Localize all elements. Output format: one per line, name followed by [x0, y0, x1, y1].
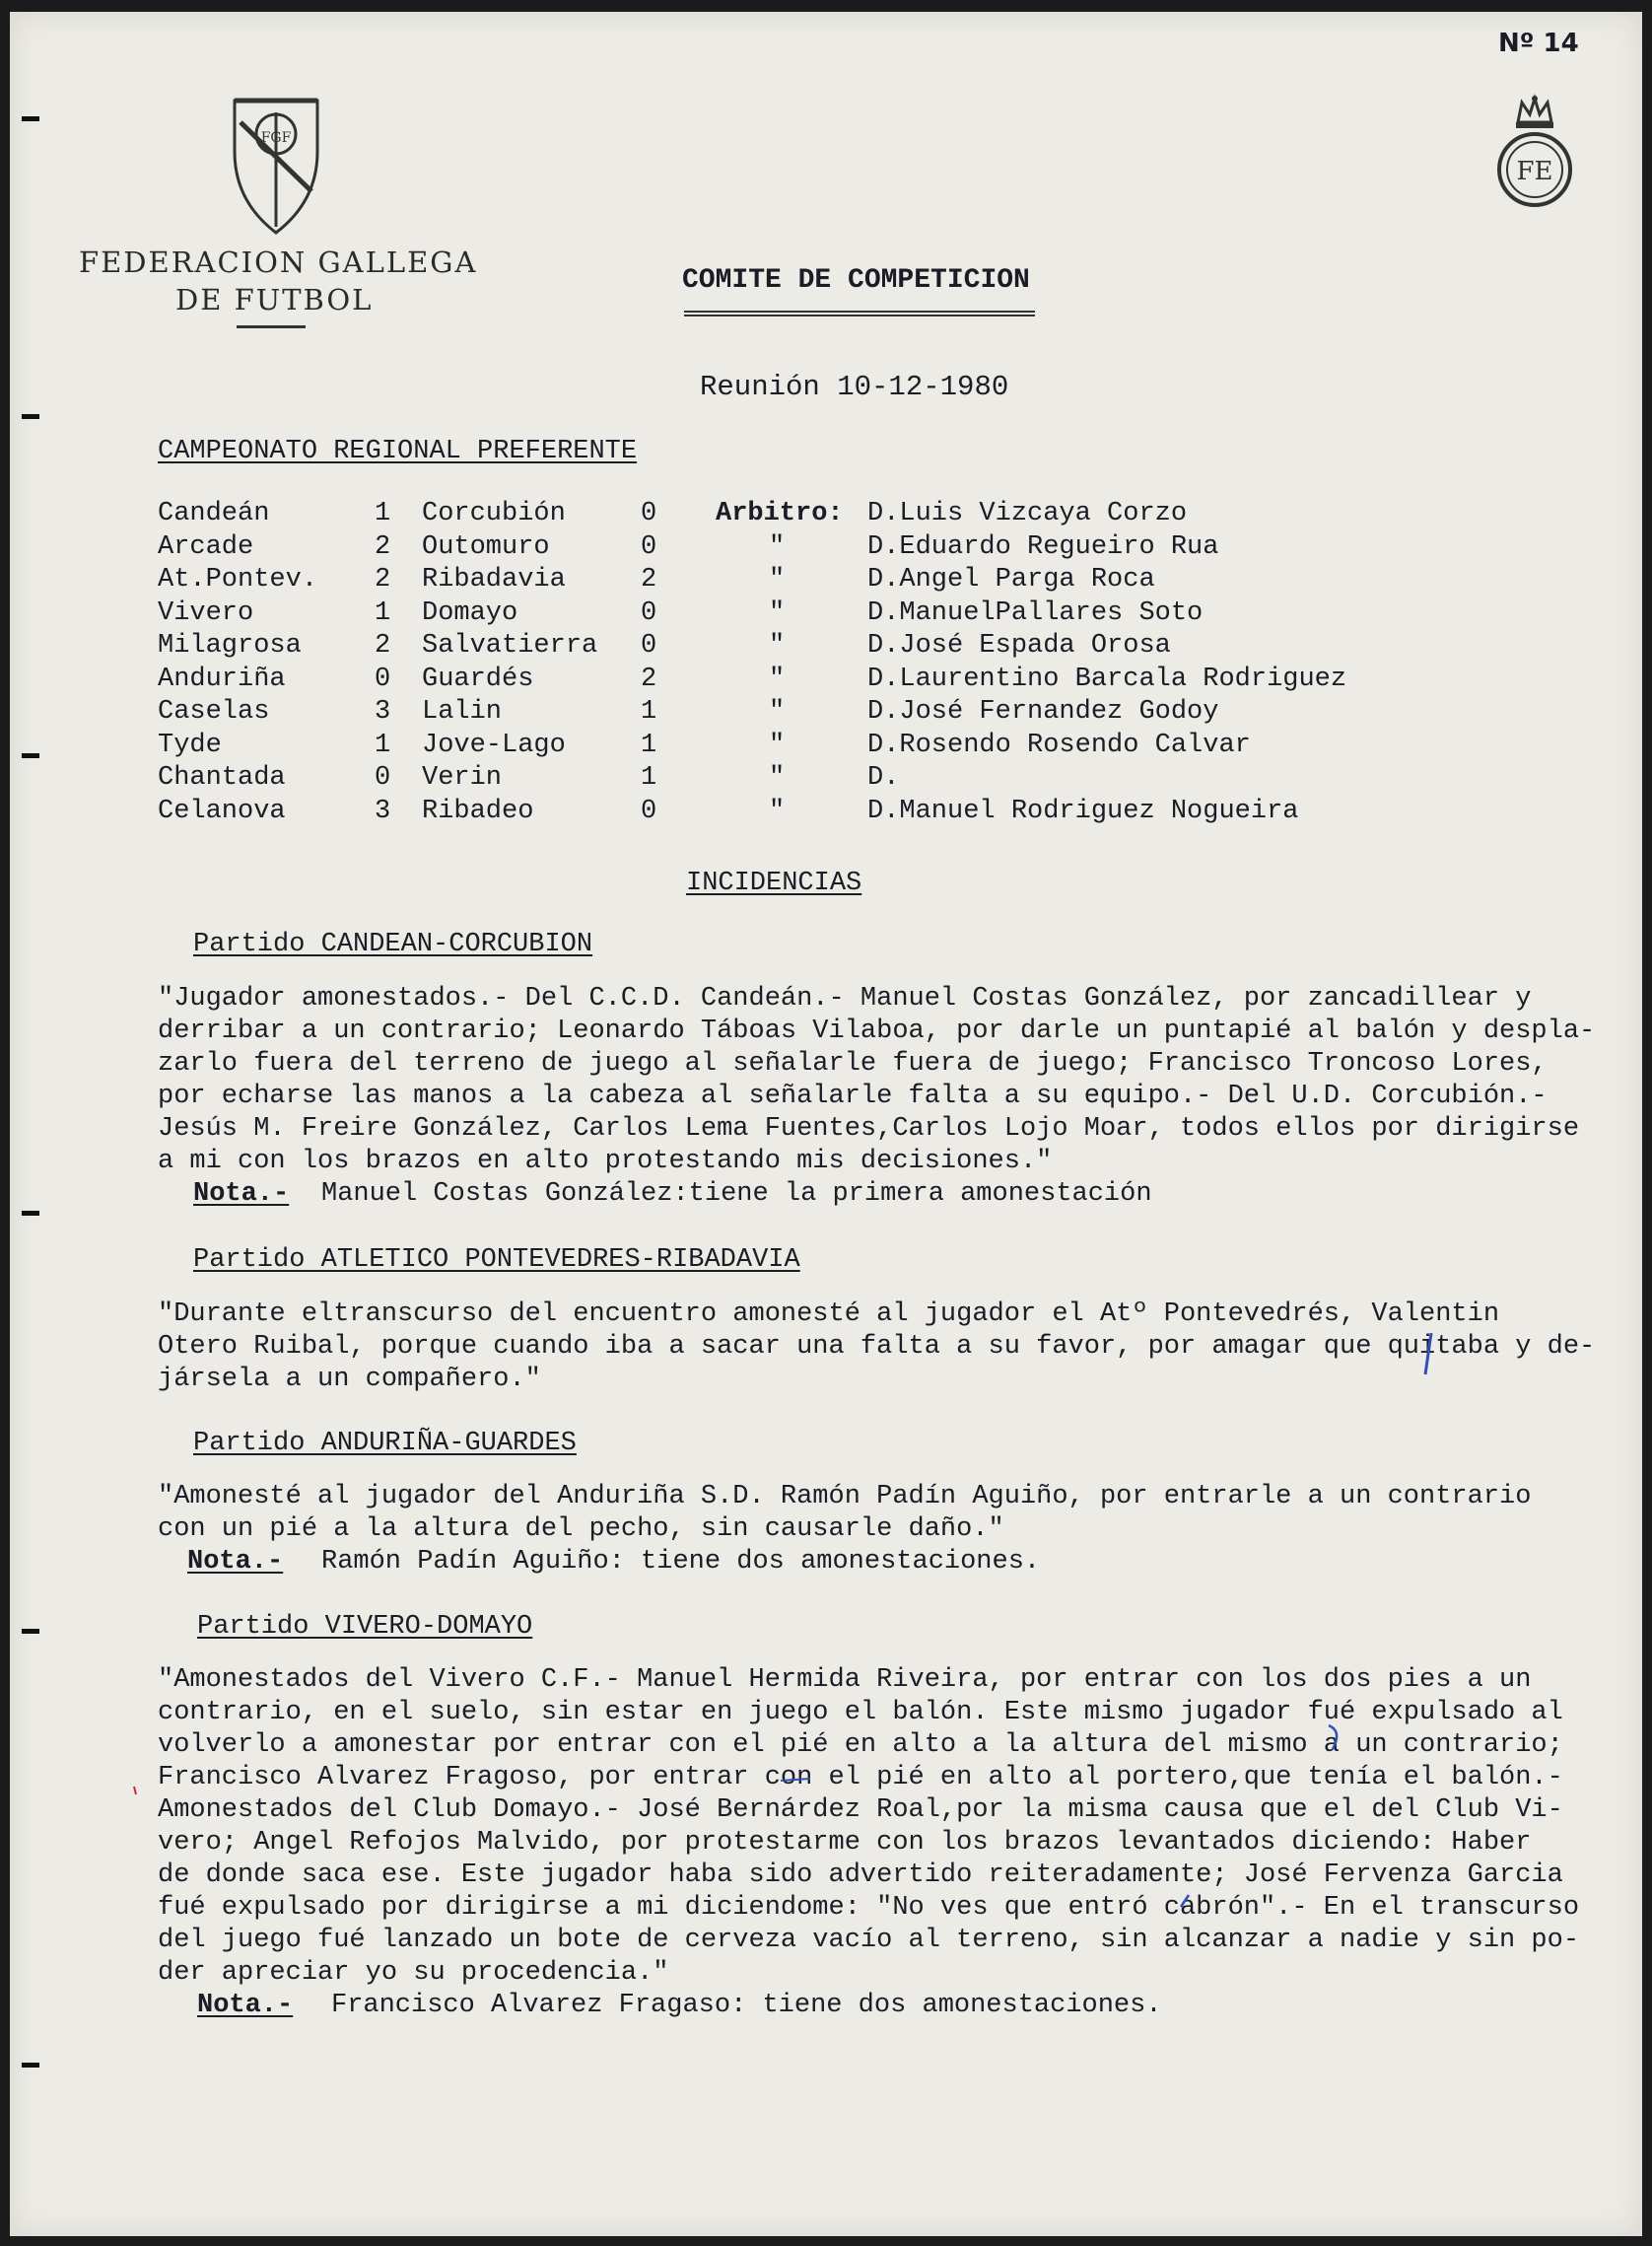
- referee-name: D.José Fernandez Godoy: [867, 697, 1219, 727]
- report-line: Francisco Alvarez Fragoso, por entrar con el pié en alto al portero,que tenía el balón.-: [158, 1763, 1563, 1792]
- referee-name: D.Rosendo Rosendo Calvar: [867, 730, 1251, 760]
- home-team: Candeán: [158, 499, 270, 528]
- note-label: Nota.-: [187, 1547, 284, 1577]
- report-line: del juego fué lanzado un bote de cerveza vacío al terreno, sin alcanzar a nadie y sin po-: [158, 1926, 1580, 1955]
- report-line: der apreciar yo su procedencia.": [158, 1958, 669, 1988]
- championship-title: CAMPEONATO REGIONAL PREFERENTE: [158, 437, 638, 466]
- federation-name-line1: FEDERACION GALLEGA: [79, 246, 478, 279]
- away-team: Lalin: [422, 697, 503, 727]
- report-line: "Amonesté al jugador del Anduriña S.D. Ramón Padín Aguiño, por entrarle a un contrario: [158, 1482, 1532, 1511]
- svg-text:FGF: FGF: [260, 130, 292, 146]
- document-page: [10, 12, 1642, 2236]
- home-goals: 1: [375, 499, 391, 528]
- report-line: jársela a un compañero.": [158, 1365, 541, 1394]
- away-team: Ribadeo: [422, 796, 534, 826]
- home-team: Caselas: [158, 697, 270, 727]
- home-team: Chantada: [158, 763, 286, 793]
- report-line: Otero Ruibal, porque cuando iba a sacar una falta a su favor, por amagar que quitaba y de-: [158, 1332, 1596, 1362]
- referee-mark: ": [769, 531, 786, 562]
- home-team: Celanova: [158, 796, 286, 826]
- federation-name-line2: DE FUTBOL: [175, 283, 374, 316]
- note-label: Nota.-: [193, 1179, 290, 1209]
- away-team: Domayo: [422, 597, 518, 628]
- away-goals: 0: [641, 499, 657, 528]
- report-line: vero; Angel Refojos Malvido, por protestarme con los brazos levantados diciendo: Haber: [158, 1828, 1532, 1858]
- home-team: Anduriña: [158, 664, 286, 694]
- home-goals: 2: [375, 631, 391, 661]
- home-team: At.Pontev.: [158, 565, 318, 595]
- referee-mark: ": [769, 730, 786, 760]
- away-goals: 2: [641, 664, 657, 694]
- meeting-date: Reunión 10-12-1980: [700, 371, 1009, 403]
- incident-title: Partido ATLETICO PONTEVEDRES-RIBADAVIA: [193, 1245, 800, 1275]
- report-line: Jesús M. Freire González, Carlos Lema Fuentes,Carlos Lojo Moar, todos ellos por dirigirse: [158, 1114, 1580, 1144]
- away-goals: 2: [641, 565, 657, 595]
- report-line: a mi con los brazos en alto protestando mis decisiones.": [158, 1147, 1053, 1176]
- home-goals: 1: [375, 597, 391, 628]
- incident-title: Partido CANDEAN-CORCUBION: [193, 930, 593, 959]
- note-text: Ramón Padín Aguiño: tiene dos amonestaciones.: [321, 1547, 1041, 1577]
- away-goals: 1: [641, 763, 657, 793]
- report-line: "Durante eltranscurso del encuentro amonesté al jugador el Atº Pontevedrés, Valentin: [158, 1299, 1500, 1329]
- home-team: Tyde: [158, 730, 222, 760]
- home-goals: 1: [375, 730, 391, 760]
- home-goals: 2: [375, 565, 391, 595]
- pen-annotations: [10, 12, 1642, 2236]
- svg-text:FE: FE: [1516, 157, 1553, 186]
- away-goals: 0: [641, 531, 657, 562]
- away-team: Salvatierra: [422, 631, 598, 661]
- report-line: volverlo a amonestar por entrar con el pié en alto a la altura del mismo a un contrario;: [158, 1730, 1563, 1760]
- referee-name: D.: [867, 763, 900, 793]
- away-goals: 1: [641, 730, 657, 760]
- away-goals: 0: [641, 796, 657, 826]
- page-number: Nº 14: [1498, 29, 1579, 58]
- home-goals: 3: [375, 796, 391, 826]
- away-team: Outomuro: [422, 531, 550, 562]
- referee-mark: ": [769, 763, 786, 793]
- referee-mark: ": [769, 565, 786, 595]
- away-team: Guardés: [422, 664, 534, 694]
- referee-name: D.José Espada Orosa: [867, 631, 1171, 661]
- away-goals: 1: [641, 697, 657, 727]
- away-goals: 0: [641, 631, 657, 661]
- report-line: contrario, en el suelo, sin estar en juego el balón. Este mismo jugador fué expulsado al: [158, 1698, 1563, 1727]
- referee-mark: Arbitro:: [716, 499, 844, 528]
- home-team: Vivero: [158, 597, 254, 628]
- referee-mark: ": [769, 631, 786, 661]
- report-line: fué expulsado por dirigirse a mi diciendome: "No ves que entró cabrón".- En el transcurso: [158, 1893, 1580, 1923]
- referee-mark: ": [769, 597, 786, 628]
- home-team: Arcade: [158, 531, 254, 562]
- referee-name: D.Manuel Rodriguez Nogueira: [867, 796, 1299, 826]
- referee-name: D.Luis Vizcaya Corzo: [867, 499, 1188, 528]
- report-line: zarlo fuera del terreno de juego al señalarle fuera de juego; Francisco Troncoso Lores,: [158, 1049, 1548, 1079]
- report-line: "Amonestados del Vivero C.F.- Manuel Hermida Riveira, por entrar con los dos pies a un: [158, 1665, 1532, 1695]
- away-team: Verin: [422, 763, 503, 793]
- referee-name: D.ManuelPallares Soto: [867, 597, 1204, 628]
- referee-mark: ": [769, 697, 786, 727]
- home-goals: 0: [375, 664, 391, 694]
- referee-name: D.Eduardo Regueiro Rua: [867, 531, 1219, 562]
- report-line: de donde saca ese. Este jugador haba sido advertido reiteradamente; José Fervenza Garcia: [158, 1860, 1563, 1890]
- committee-title: COMITE DE COMPETICION: [682, 265, 1030, 296]
- away-goals: 0: [641, 597, 657, 628]
- home-goals: 0: [375, 763, 391, 793]
- referee-name: D.Laurentino Barcala Rodriguez: [867, 664, 1347, 694]
- note-label: Nota.-: [197, 1991, 294, 2020]
- away-team: Jove-Lago: [422, 730, 566, 760]
- home-goals: 3: [375, 697, 391, 727]
- report-line: derribar a un contrario; Leonardo Táboas Vilaboa, por darle un puntapié al balón y despla-: [158, 1017, 1596, 1046]
- note-text: Francisco Alvarez Fragaso: tiene dos amonestaciones.: [331, 1991, 1162, 2020]
- incidents-title: INCIDENCIAS: [686, 869, 862, 898]
- note-text: Manuel Costas González:tiene la primera amonestación: [321, 1179, 1152, 1209]
- report-line: Amonestados del Club Domayo.- José Bernárdez Roal,por la misma causa que el del Club Vi-: [158, 1795, 1563, 1825]
- referee-mark: ": [769, 664, 786, 694]
- away-team: Ribadavia: [422, 565, 566, 595]
- home-team: Milagrosa: [158, 631, 302, 661]
- report-line: por echarse las manos a la cabeza al señalarle falta a su equipo.- Del U.D. Corcubión.-: [158, 1082, 1548, 1111]
- report-line: con un pié a la altura del pecho, sin causarle daño.": [158, 1514, 1004, 1544]
- incident-title: Partido VIVERO-DOMAYO: [197, 1612, 533, 1642]
- referee-mark: ": [769, 796, 786, 826]
- home-goals: 2: [375, 531, 391, 562]
- report-line: "Jugador amonestados.- Del C.C.D. Candeán.- Manuel Costas González, por zancadillear y: [158, 984, 1532, 1014]
- referee-name: D.Angel Parga Roca: [867, 565, 1155, 595]
- away-team: Corcubión: [422, 499, 566, 528]
- incident-title: Partido ANDURIÑA-GUARDES: [193, 1429, 577, 1458]
